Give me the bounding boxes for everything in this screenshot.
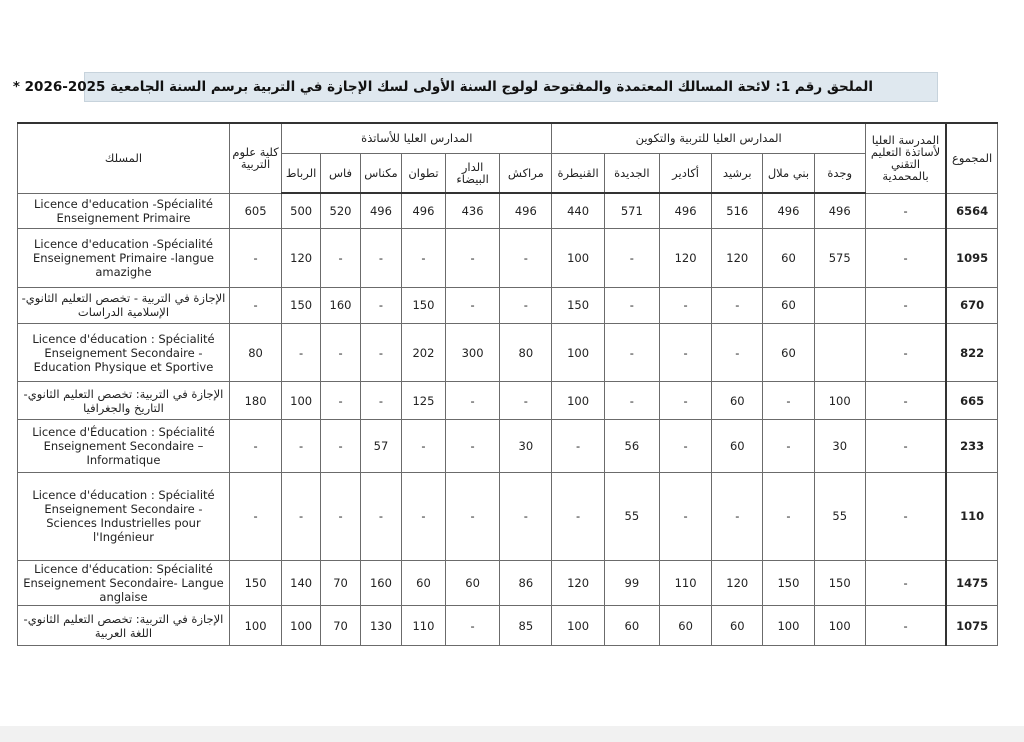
ens-cell: -	[445, 420, 499, 472]
ens-cell: -	[445, 606, 499, 646]
city-header: الجديدة	[604, 153, 659, 193]
enset-cell: -	[865, 323, 946, 382]
crmef-cell: 60	[712, 382, 763, 420]
ens-cell: 496	[401, 193, 445, 229]
track-cell: الإجازة في التربية - تخصص التعليم الثانوي- الإسلامية الدراسات	[18, 287, 230, 323]
ens-cell: 85	[500, 606, 552, 646]
city-header: تطوان	[401, 153, 445, 193]
city-header: مكناس	[360, 153, 401, 193]
faculty-cell: -	[229, 420, 281, 472]
crmef-cell: -	[763, 420, 814, 472]
crmef-cell: 100	[763, 606, 814, 646]
crmef-cell: 100	[552, 323, 604, 382]
track-cell: الإجازة في التربية: تخصص التعليم الثانوي- اللغة العربية	[18, 606, 230, 646]
table-row	[18, 606, 998, 646]
crmef-cell: -	[659, 287, 711, 323]
city-header: أكادير	[659, 153, 711, 193]
crmef-cell: 150	[763, 560, 814, 605]
table-row	[18, 193, 998, 229]
crmef-cell: 100	[814, 606, 865, 646]
crmef-cell: 150	[552, 287, 604, 323]
total-cell: 822	[946, 323, 997, 382]
ens-group-header: المدارس العليا للأساتذة	[282, 123, 552, 153]
crmef-cell: -	[712, 472, 763, 560]
crmef-cell: 440	[552, 193, 604, 229]
crmef-cell: -	[604, 287, 659, 323]
track-header: المسلك	[18, 123, 230, 193]
ens-cell: -	[360, 323, 401, 382]
ens-cell: -	[500, 472, 552, 560]
crmef-cell: 496	[659, 193, 711, 229]
ens-cell: 57	[360, 420, 401, 472]
total-cell: 1075	[946, 606, 997, 646]
table-header	[18, 123, 998, 193]
bottom-strip	[0, 726, 1024, 742]
ens-cell: 150	[401, 287, 445, 323]
ens-cell: 150	[282, 287, 321, 323]
faculty-header: كلية علوم التربية	[229, 123, 281, 193]
crmef-cell: 496	[763, 193, 814, 229]
ens-cell: -	[360, 229, 401, 288]
crmef-cell: 100	[814, 382, 865, 420]
page-title: الملحق رقم 1: لائحة المسالك المعتمدة والمفتوحة لولوج السنة الأولى لسك الإجازة في التربية برسم السنة الجامعية 2025-2026 *	[12, 79, 873, 95]
faculty-cell: 80	[229, 323, 281, 382]
ens-cell: 520	[321, 193, 361, 229]
ens-cell: 80	[500, 323, 552, 382]
total-cell: 110	[946, 472, 997, 560]
crmef-cell: 496	[814, 193, 865, 229]
ens-cell: 100	[282, 606, 321, 646]
enset-cell: -	[865, 382, 946, 420]
crmef-cell: 150	[814, 560, 865, 605]
track-cell: Licence d'education -Spécialité Enseignement Primaire -langue amazighe	[18, 229, 230, 288]
crmef-cell: 60	[604, 606, 659, 646]
crmef-cell: 30	[814, 420, 865, 472]
crmef-cell: 120	[712, 229, 763, 288]
faculty-cell: 605	[229, 193, 281, 229]
ens-cell: -	[360, 382, 401, 420]
ens-cell: 500	[282, 193, 321, 229]
ens-cell: 160	[321, 287, 361, 323]
ens-cell: -	[500, 229, 552, 288]
crmef-cell: -	[552, 420, 604, 472]
ens-cell: 60	[401, 560, 445, 605]
crmef-cell: 60	[659, 606, 711, 646]
table-row	[18, 287, 998, 323]
city-header: وجدة	[814, 153, 865, 193]
faculty-cell: 180	[229, 382, 281, 420]
crmef-cell: 60	[763, 287, 814, 323]
faculty-cell: -	[229, 229, 281, 288]
crmef-cell: 60	[712, 420, 763, 472]
faculty-cell: 150	[229, 560, 281, 605]
ens-cell: -	[401, 472, 445, 560]
crmef-cell: 99	[604, 560, 659, 605]
city-header: الرباط	[282, 153, 321, 193]
crmef-cell: -	[712, 323, 763, 382]
ens-cell: -	[500, 382, 552, 420]
ens-cell: 70	[321, 560, 361, 605]
crmef-cell: 60	[763, 229, 814, 288]
crmef-cell: -	[604, 323, 659, 382]
track-cell: Licence d'éducation: Spécialité Enseignement Secondaire- Langue anglaise	[18, 560, 230, 605]
ens-cell: -	[321, 229, 361, 288]
total-cell: 1095	[946, 229, 997, 288]
crmef-cell: -	[604, 382, 659, 420]
crmef-cell: 110	[659, 560, 711, 605]
table-row	[18, 229, 998, 288]
crmef-group-header: المدارس العليا للتربية والتكوين	[552, 123, 865, 153]
crmef-cell: -	[763, 472, 814, 560]
city-header: فاس	[321, 153, 361, 193]
ens-cell: -	[445, 229, 499, 288]
track-cell: Licence d'éducation : Spécialité Enseignement Secondaire - Education Physique et Sportive	[18, 323, 230, 382]
ens-cell: 100	[282, 382, 321, 420]
ens-cell: -	[321, 472, 361, 560]
crmef-cell: -	[604, 229, 659, 288]
city-header: برشيد	[712, 153, 763, 193]
ens-cell: -	[445, 287, 499, 323]
enset-cell: -	[865, 287, 946, 323]
crmef-cell: 55	[604, 472, 659, 560]
crmef-cell: 55	[814, 472, 865, 560]
ens-cell: 86	[500, 560, 552, 605]
total-header: المجموع	[946, 123, 997, 193]
enset-cell: -	[865, 420, 946, 472]
ens-cell: -	[321, 323, 361, 382]
crmef-cell: -	[763, 382, 814, 420]
crmef-cell: 100	[552, 382, 604, 420]
enset-header: المدرسة العليا لأساتذة التعليم التقني بالمحمدية	[865, 123, 946, 193]
table-row	[18, 472, 998, 560]
ens-cell: 140	[282, 560, 321, 605]
ens-cell: -	[321, 420, 361, 472]
tracks-table	[17, 122, 998, 646]
crmef-cell: 120	[712, 560, 763, 605]
ens-cell: -	[360, 287, 401, 323]
crmef-cell: 575	[814, 229, 865, 288]
ens-cell: -	[282, 420, 321, 472]
ens-cell: 202	[401, 323, 445, 382]
crmef-cell: 56	[604, 420, 659, 472]
ens-cell: 60	[445, 560, 499, 605]
crmef-cell: 571	[604, 193, 659, 229]
crmef-cell: 60	[712, 606, 763, 646]
ens-cell: 300	[445, 323, 499, 382]
ens-cell: -	[282, 323, 321, 382]
table-body	[18, 193, 998, 646]
ens-cell: 110	[401, 606, 445, 646]
table-row	[18, 323, 998, 382]
title-banner	[12, 72, 938, 102]
track-cell: Licence d'éducation : Spécialité Enseignement Secondaire - Sciences Industrielles pour l'Ingénieur	[18, 472, 230, 560]
city-header: بني ملال	[763, 153, 814, 193]
crmef-cell: 120	[659, 229, 711, 288]
ens-cell: 120	[282, 229, 321, 288]
total-cell: 233	[946, 420, 997, 472]
enset-cell: -	[865, 472, 946, 560]
table-row	[18, 420, 998, 472]
track-cell: الإجازة في التربية: تخصص التعليم الثانوي- التاريخ والجغرافيا	[18, 382, 230, 420]
ens-cell: 436	[445, 193, 499, 229]
enset-cell: -	[865, 193, 946, 229]
ens-cell: 130	[360, 606, 401, 646]
ens-cell: -	[401, 420, 445, 472]
city-header: الدار البيضاء	[445, 153, 499, 193]
enset-cell: -	[865, 229, 946, 288]
crmef-cell: -	[712, 287, 763, 323]
ens-cell: -	[401, 229, 445, 288]
crmef-cell: 516	[712, 193, 763, 229]
faculty-cell: -	[229, 287, 281, 323]
total-cell: 670	[946, 287, 997, 323]
city-header: القنيطرة	[552, 153, 604, 193]
crmef-cell: -	[659, 323, 711, 382]
crmef-cell: 60	[763, 323, 814, 382]
track-cell: Licence d'Éducation : Spécialité Enseignement Secondaire – Informatique	[18, 420, 230, 472]
crmef-cell: -	[659, 472, 711, 560]
ens-cell: -	[360, 472, 401, 560]
ens-cell: -	[321, 382, 361, 420]
crmef-cell: 100	[552, 229, 604, 288]
ens-cell: -	[500, 287, 552, 323]
total-cell: 665	[946, 382, 997, 420]
crmef-cell	[814, 323, 865, 382]
city-header: مراكش	[500, 153, 552, 193]
table-row	[18, 560, 998, 605]
faculty-cell: 100	[229, 606, 281, 646]
ens-cell: -	[445, 472, 499, 560]
ens-cell: 160	[360, 560, 401, 605]
crmef-cell: -	[659, 382, 711, 420]
crmef-cell: -	[552, 472, 604, 560]
ens-cell: -	[282, 472, 321, 560]
table-row	[18, 382, 998, 420]
crmef-cell: 120	[552, 560, 604, 605]
ens-cell: 125	[401, 382, 445, 420]
ens-cell: 496	[360, 193, 401, 229]
ens-cell: 70	[321, 606, 361, 646]
total-cell: 1475	[946, 560, 997, 605]
total-cell: 6564	[946, 193, 997, 229]
faculty-cell: -	[229, 472, 281, 560]
crmef-cell	[814, 287, 865, 323]
ens-cell: 30	[500, 420, 552, 472]
ens-cell: -	[445, 382, 499, 420]
track-cell: Licence d'education -Spécialité Enseignement Primaire	[18, 193, 230, 229]
crmef-cell: -	[659, 420, 711, 472]
ens-cell: 496	[500, 193, 552, 229]
enset-cell: -	[865, 560, 946, 605]
crmef-cell: 100	[552, 606, 604, 646]
enset-cell: -	[865, 606, 946, 646]
